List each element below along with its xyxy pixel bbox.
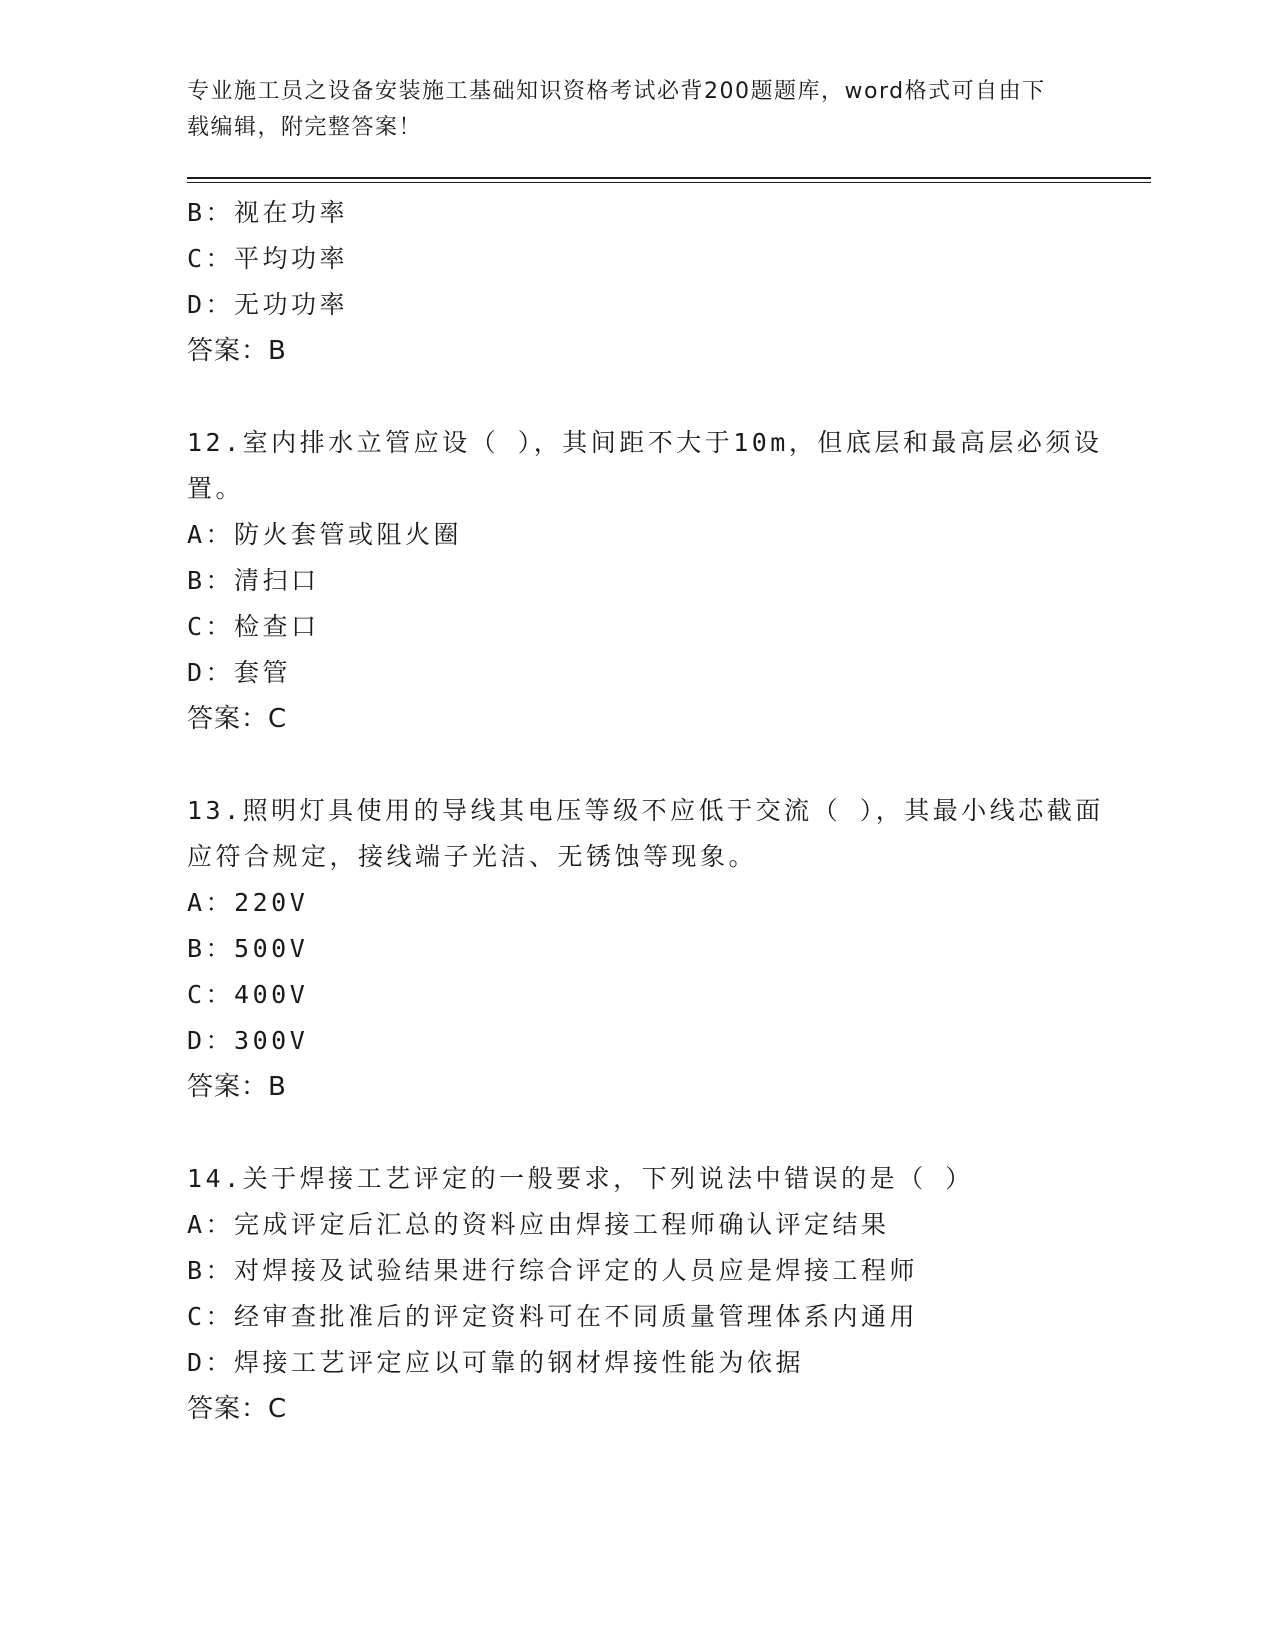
option-b: B：视在功率 <box>187 198 349 227</box>
option-b: B：500V <box>187 934 309 963</box>
question-12 <box>187 420 1117 742</box>
option-d: D：300V <box>187 1026 309 1055</box>
header-rule-thin <box>187 182 1151 183</box>
answer-line: 答案：B <box>187 336 287 366</box>
option-c: C：经审查批准后的评定资料可在不同质量管理体系内通用 <box>187 1302 919 1331</box>
answer-line: 答案：C <box>187 1394 288 1424</box>
question-stem: 14.关于焊接工艺评定的一般要求，下列说法中错误的是（ ） <box>187 1164 974 1193</box>
header-rule-thick <box>187 177 1151 179</box>
option-a: A：220V <box>187 888 309 917</box>
question-stem: 13.照明灯具使用的导线其电压等级不应低于交流（ ），其最小线芯截面应符合规定，接线端子光洁、无锈蚀等现象。 <box>187 796 1104 871</box>
answer-line: 答案：C <box>187 704 288 734</box>
question-14 <box>187 1156 1117 1432</box>
option-d: D：焊接工艺评定应以可靠的钢材焊接性能为依据 <box>187 1348 805 1377</box>
partial-question <box>187 190 1117 374</box>
answer-line: 答案：B <box>187 1072 287 1102</box>
option-c: C：检查口 <box>187 612 320 641</box>
question-content <box>187 190 1117 1432</box>
option-d: D：套管 <box>187 658 292 687</box>
option-b: B：对焊接及试验结果进行综合评定的人员应是焊接工程师 <box>187 1256 919 1285</box>
option-a: A：防火套管或阻火圈 <box>187 520 463 549</box>
option-b: B：清扫口 <box>187 566 320 595</box>
question-stem: 12.室内排水立管应设（ ），其间距不大于10m，但底层和最高层必须设置。 <box>187 428 1103 503</box>
option-c: C：平均功率 <box>187 244 349 273</box>
option-a: A：完成评定后汇总的资料应由焊接工程师确认评定结果 <box>187 1210 890 1239</box>
question-13 <box>187 788 1117 1110</box>
option-d: D：无功功率 <box>187 290 349 319</box>
option-c: C：400V <box>187 980 309 1009</box>
document-header: 专业施工员之设备安装施工基础知识资格考试必背200题题库，word格式可自由下载编辑，附完整答案！ <box>187 79 1046 140</box>
